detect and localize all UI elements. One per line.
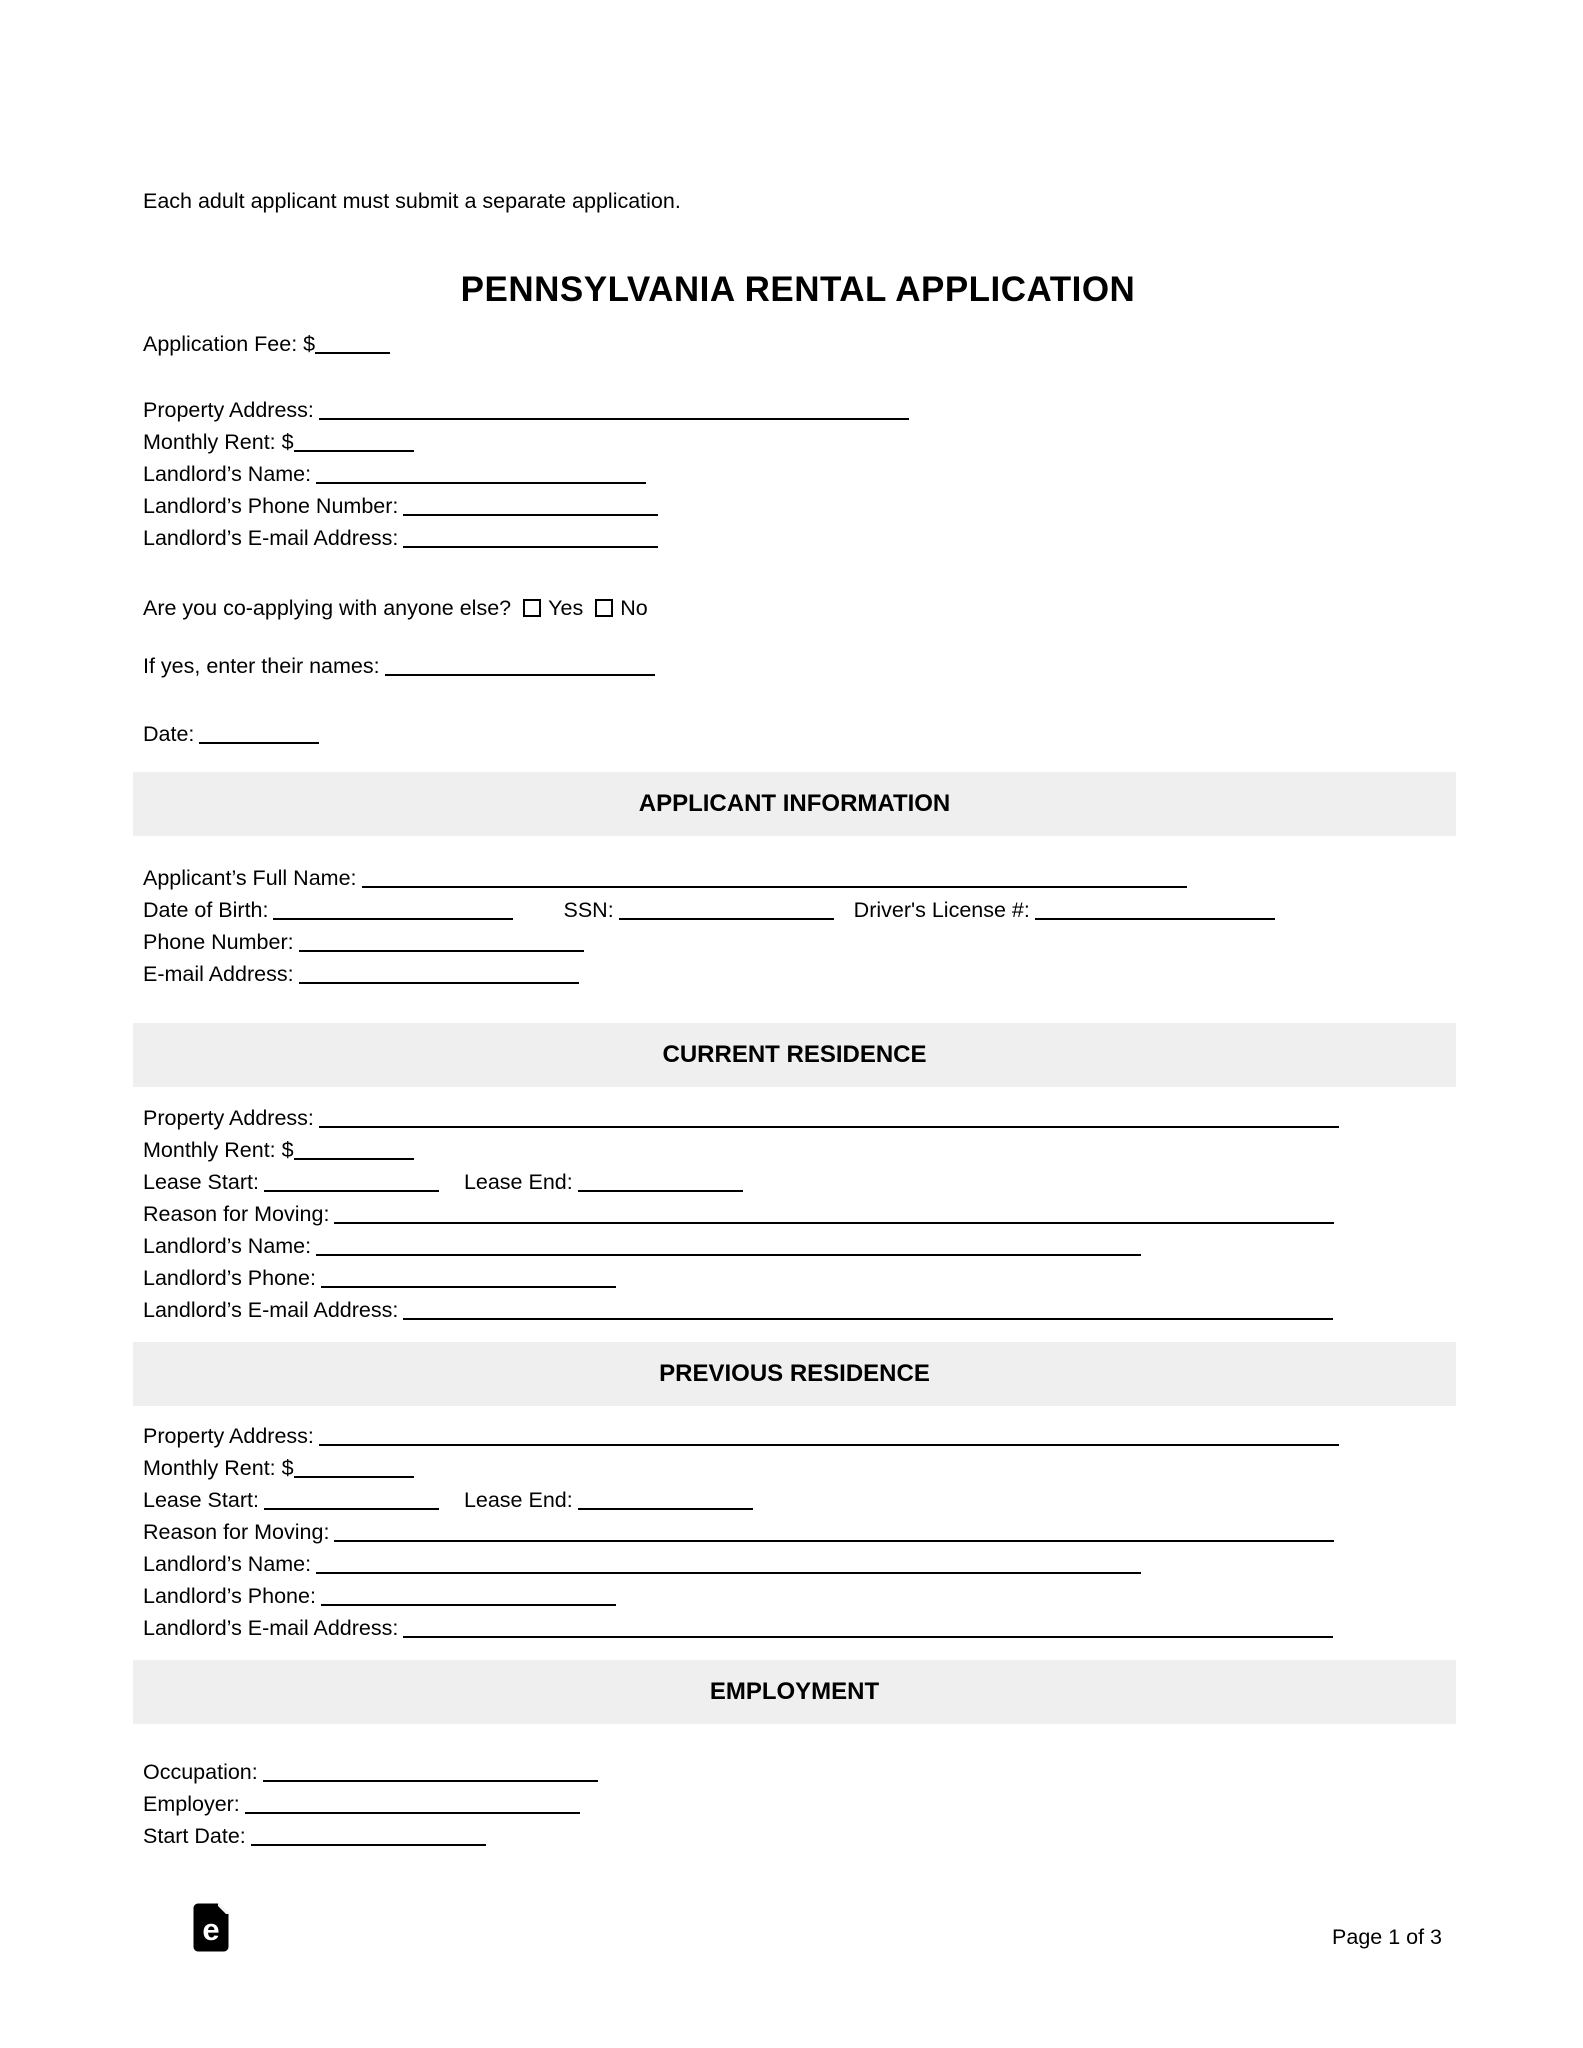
current-lease-start-input-line[interactable]	[264, 1172, 439, 1192]
current-lease-end-label: Lease End:	[463, 1170, 573, 1194]
previous-reason-moving-row	[143, 1516, 1453, 1548]
current-landlord-email-input-line[interactable]	[403, 1300, 1333, 1320]
employer-input-line[interactable]	[245, 1794, 580, 1814]
current-landlord-email-row	[143, 1294, 1453, 1326]
co-applicant-names-row	[143, 650, 1453, 682]
current-landlord-name-label: Landlord’s Name:	[143, 1234, 312, 1258]
property-address-row	[143, 394, 1453, 426]
ssn-input-line[interactable]	[619, 900, 834, 920]
occupation-label: Occupation:	[143, 1760, 258, 1784]
employment-header: EMPLOYMENT	[133, 1660, 1456, 1724]
employer-row	[143, 1788, 1453, 1820]
previous-reason-moving-input-line[interactable]	[334, 1522, 1334, 1542]
dob-ssn-license-row	[143, 894, 1453, 926]
landlord-email-label: Landlord’s E-mail Address:	[143, 526, 399, 550]
employer-label: Employer:	[143, 1792, 240, 1816]
property-address-input-line[interactable]	[319, 400, 909, 420]
previous-landlord-name-label: Landlord’s Name:	[143, 1552, 312, 1576]
current-landlord-phone-label: Landlord’s Phone:	[143, 1266, 316, 1290]
previous-landlord-phone-label: Landlord’s Phone:	[143, 1584, 316, 1608]
landlord-email-row	[143, 522, 1453, 554]
applicant-email-input-line[interactable]	[299, 964, 579, 984]
previous-monthly-rent-input-line[interactable]	[294, 1458, 414, 1478]
page-number: Page 1 of 3	[1332, 1925, 1442, 1949]
landlord-phone-row	[143, 490, 1453, 522]
current-monthly-rent-input-line[interactable]	[294, 1140, 414, 1160]
previous-reason-moving-label: Reason for Moving:	[143, 1520, 330, 1544]
landlord-name-row	[143, 458, 1453, 490]
previous-monthly-rent-label: Monthly Rent: $	[143, 1456, 294, 1480]
current-property-address-row	[143, 1102, 1453, 1134]
date-row	[143, 718, 1453, 750]
applicant-phone-input-line[interactable]	[299, 932, 584, 952]
current-monthly-rent-row	[143, 1134, 1453, 1166]
start-date-input-line[interactable]	[251, 1826, 486, 1846]
previous-lease-start-label: Lease Start:	[143, 1488, 259, 1512]
occupation-row	[143, 1756, 1453, 1788]
applicant-email-label: E-mail Address:	[143, 962, 294, 986]
current-residence-header: CURRENT RESIDENCE	[133, 1023, 1456, 1087]
co-applying-yes-label: Yes	[548, 596, 584, 620]
application-fee-label: Application Fee: $	[143, 332, 316, 356]
date-of-birth-label: Date of Birth:	[143, 898, 269, 922]
current-property-address-label: Property Address:	[143, 1106, 314, 1130]
previous-landlord-phone-input-line[interactable]	[321, 1586, 616, 1606]
previous-property-address-label: Property Address:	[143, 1424, 314, 1448]
landlord-phone-input-line[interactable]	[403, 496, 658, 516]
co-applicant-names-label: If yes, enter their names:	[143, 654, 380, 678]
previous-landlord-name-row	[143, 1548, 1453, 1580]
previous-landlord-name-input-line[interactable]	[316, 1554, 1141, 1574]
drivers-license-input-line[interactable]	[1035, 900, 1275, 920]
current-landlord-name-input-line[interactable]	[316, 1236, 1141, 1256]
current-landlord-email-label: Landlord’s E-mail Address:	[143, 1298, 399, 1322]
current-reason-moving-row	[143, 1198, 1453, 1230]
applicant-phone-label: Phone Number:	[143, 930, 294, 954]
current-reason-moving-input-line[interactable]	[334, 1204, 1334, 1224]
monthly-rent-input-line[interactable]	[294, 432, 414, 452]
applicant-email-row	[143, 958, 1453, 990]
current-monthly-rent-label: Monthly Rent: $	[143, 1138, 294, 1162]
date-input-line[interactable]	[199, 724, 319, 744]
landlord-phone-label: Landlord’s Phone Number:	[143, 494, 399, 518]
property-address-label: Property Address:	[143, 398, 314, 422]
previous-monthly-rent-row	[143, 1452, 1453, 1484]
eforms-logo-letter: e	[202, 1912, 220, 1947]
current-property-address-input-line[interactable]	[319, 1108, 1339, 1128]
date-of-birth-input-line[interactable]	[273, 900, 513, 920]
monthly-rent-label: Monthly Rent: $	[143, 430, 294, 454]
separate-application-note: Each adult applicant must submit a separate application.	[143, 189, 681, 213]
current-lease-end-input-line[interactable]	[578, 1172, 743, 1192]
co-applying-yes-checkbox[interactable]	[523, 599, 541, 617]
application-fee-row	[143, 328, 1453, 360]
previous-lease-end-input-line[interactable]	[578, 1490, 753, 1510]
co-applying-no-checkbox[interactable]	[595, 599, 613, 617]
current-landlord-phone-row	[143, 1262, 1453, 1294]
co-applying-row	[143, 592, 1453, 624]
current-lease-row	[143, 1166, 1453, 1198]
co-applying-no-label: No	[620, 596, 648, 620]
previous-landlord-email-label: Landlord’s E-mail Address:	[143, 1616, 399, 1640]
date-label: Date:	[143, 722, 195, 746]
previous-lease-start-input-line[interactable]	[264, 1490, 439, 1510]
previous-property-address-row	[143, 1420, 1453, 1452]
document-title: PENNSYLVANIA RENTAL APPLICATION	[460, 270, 1136, 309]
monthly-rent-row	[143, 426, 1453, 458]
applicant-information-header: APPLICANT INFORMATION	[133, 772, 1456, 836]
current-landlord-name-row	[143, 1230, 1453, 1262]
previous-landlord-phone-row	[143, 1580, 1453, 1612]
landlord-email-input-line[interactable]	[403, 528, 658, 548]
co-applicant-names-input-line[interactable]	[385, 656, 655, 676]
previous-residence-header: PREVIOUS RESIDENCE	[133, 1342, 1456, 1406]
current-landlord-phone-input-line[interactable]	[321, 1268, 616, 1288]
application-fee-input-line[interactable]	[315, 334, 390, 354]
applicant-phone-row	[143, 926, 1453, 958]
start-date-label: Start Date:	[143, 1824, 246, 1848]
landlord-name-input-line[interactable]	[316, 464, 646, 484]
previous-landlord-email-input-line[interactable]	[403, 1618, 1333, 1638]
ssn-label: SSN:	[563, 898, 614, 922]
previous-landlord-email-row	[143, 1612, 1453, 1644]
eforms-logo	[193, 1903, 229, 1952]
previous-lease-row	[143, 1484, 1453, 1516]
drivers-license-label: Driver's License #:	[853, 898, 1030, 922]
co-applying-question-label: Are you co-applying with anyone else?	[143, 596, 512, 620]
landlord-name-label: Landlord’s Name:	[143, 462, 312, 486]
occupation-input-line[interactable]	[263, 1762, 598, 1782]
applicant-full-name-label: Applicant’s Full Name:	[143, 866, 357, 890]
start-date-row	[143, 1820, 1453, 1852]
applicant-full-name-input-line[interactable]	[362, 868, 1187, 888]
previous-lease-end-label: Lease End:	[463, 1488, 573, 1512]
current-lease-start-label: Lease Start:	[143, 1170, 259, 1194]
applicant-full-name-row	[143, 862, 1453, 894]
previous-property-address-input-line[interactable]	[319, 1426, 1339, 1446]
current-reason-moving-label: Reason for Moving:	[143, 1202, 330, 1226]
